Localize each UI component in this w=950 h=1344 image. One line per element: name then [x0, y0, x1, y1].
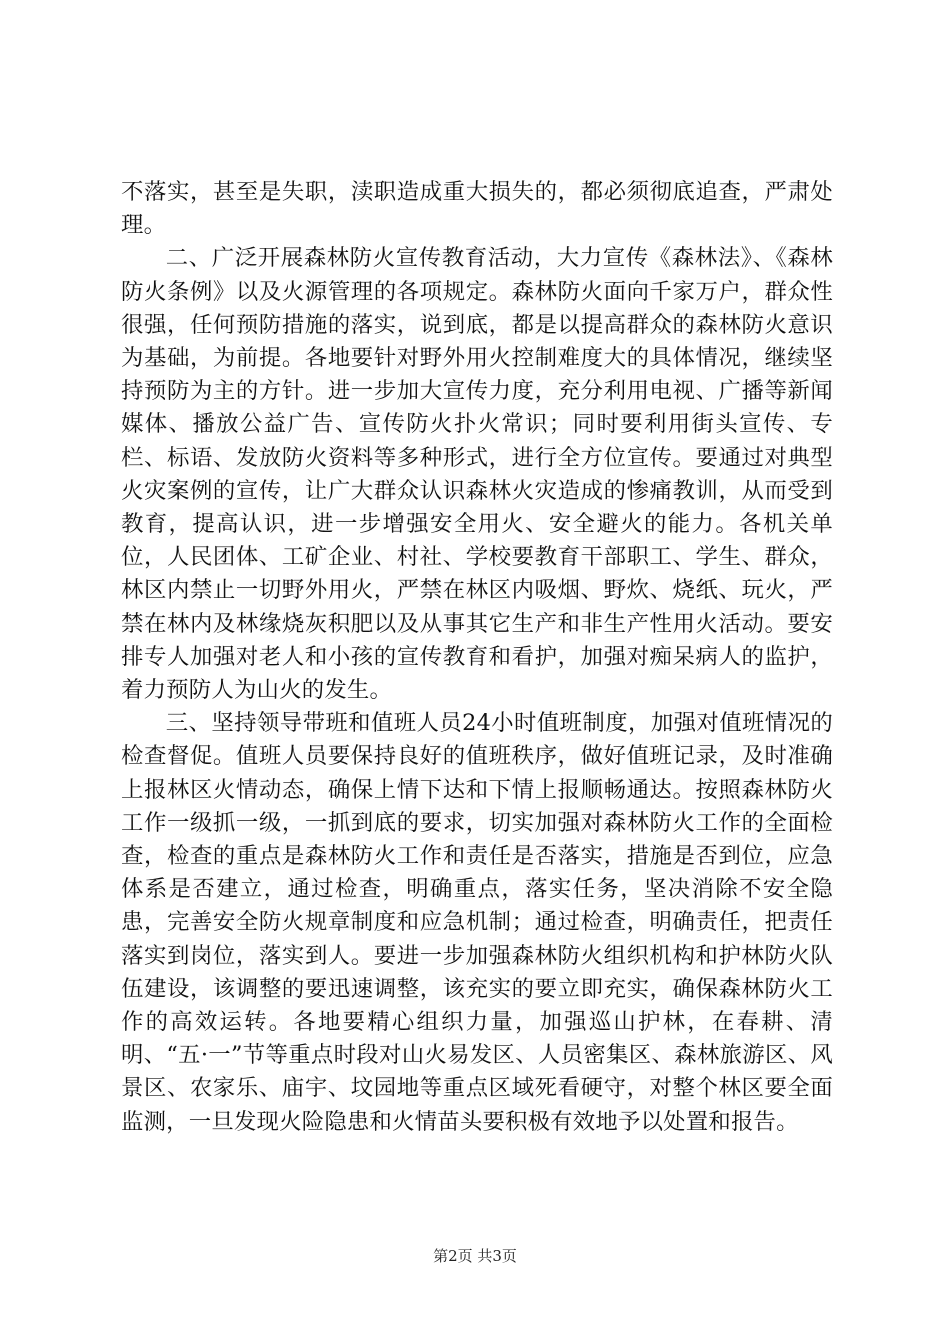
- paragraph-continuation: 不落实，甚至是失职，渎职造成重大损失的，都必须彻底追查，严肃处理。: [121, 179, 833, 239]
- body-text: [121, 176, 833, 1139]
- paragraph-section-2: 二、广泛开展森林防火宣传教育活动，大力宣传《森林法》、《森林防火条例》以及火源管理的各项规定。森林防火面向千家万户，群众性很强，任何预防措施的落实，说到底，都是以提高群众的森林防火意识为基础，为前提。各地要针对野外用火控制难度大的具体情况，继续坚持预防为主的方针。进一步加大宣传力度，充分利用电视、广播等新闻媒体、播放公益广告、宣传防火扑火常识；同时要利用街头宣传、专栏、标语、发放防火资料等多种形式，进行全方位宣传。要通过对典型火灾案例的宣传，让广大群众认识森林火灾造成的惨痛教训，从而受到教育，提高认识，进一步增强安全用火、安全避火的能力。各机关单位，人民团体、工矿企业、村社、学校要教育干部职工、学生、群众，林区内禁止一切野外用火，严禁在林区内吸烟、野炊、烧纸、玩火，严禁在林内及林缘烧灰积肥以及从事其它生产和非生产性用火活动。要安排专人加强对老人和小孩的宣传教育和看护，加强对痴呆病人的监护，着力预防人为山火的发生。: [121, 245, 833, 704]
- page-number-footer: 第2页 共3页: [433, 1247, 517, 1265]
- paragraph-section-3: 三、坚持领导带班和值班人员24小时值班制度，加强对值班情况的检查督促。值班人员要保持良好的值班秩序，做好值班记录，及时准确上报林区火情动态，确保上情下达和下情上报顺畅通达。按照森林防火工作一级抓一级，一抓到底的要求，切实加强对森林防火工作的全面检查，检查的重点是森林防火工作和责任是否落实，措施是否到位，应急体系是否建立，通过检查，明确重点，落实任务，坚决消除不安全隐患，完善安全防火规章制度和应急机制；通过检查，明确责任，把责任落实到岗位，落实到人。要进一步加强森林防火组织机构和护林防火队伍建设，该调整的要迅速调整，该充实的要立即充实，确保森林防火工作的高效运转。各地要精心组织力量，加强巡山护林，在春耕、清明、“五·一”节等重点时段对山火易发区、人员密集区、森林旅游区、风景区、农家乐、庙宇、坟园地等重点区域死看硬守，对整个林区要全面监测，一旦发现火险隐患和火情苗头要积极有效地予以处置和报告。: [121, 710, 833, 1135]
